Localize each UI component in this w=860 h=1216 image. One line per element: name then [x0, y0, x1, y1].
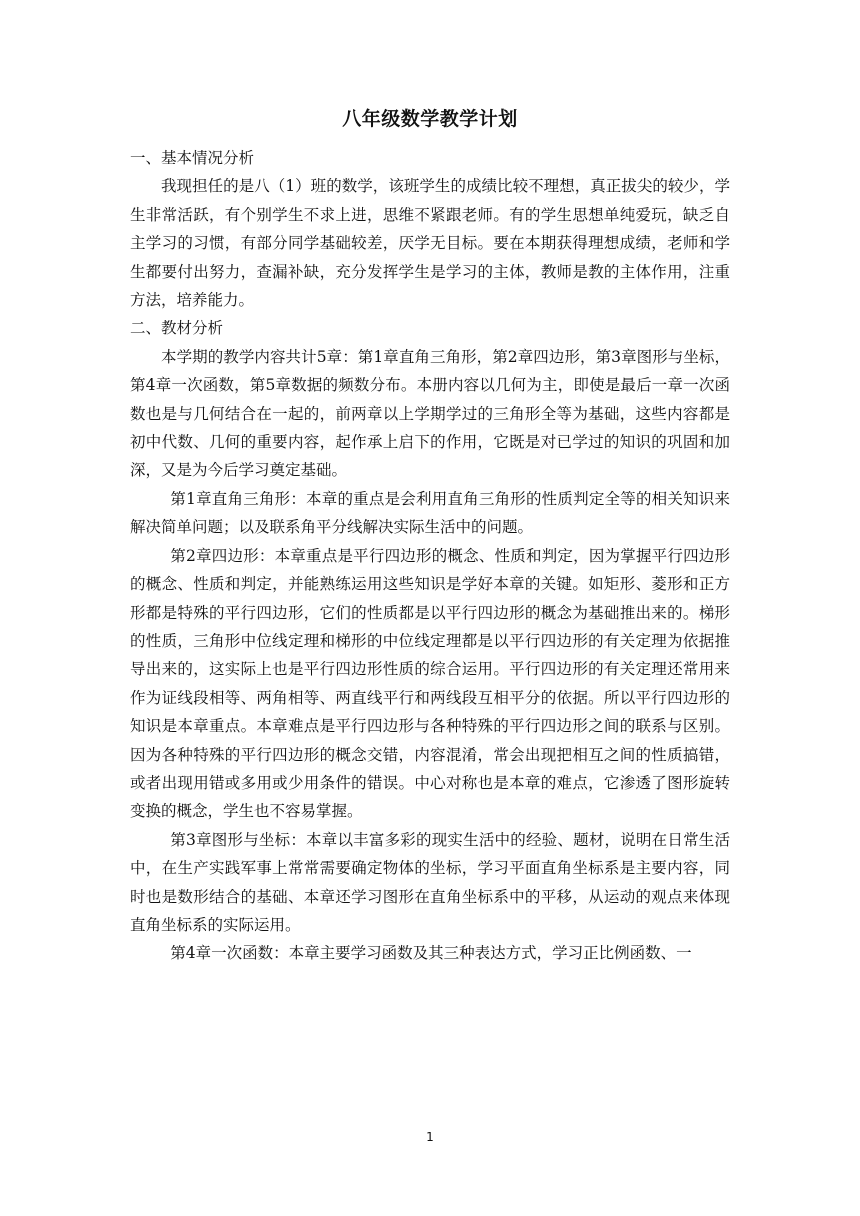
- paragraph-chapter-3: 第3章图形与坐标：本章以丰富多彩的现实生活中的经验、题材，说明在日常生活中，在生产实践军事上常常需要确定物体的坐标，学习平面直角坐标系是主要内容，同时也是数形结合的基础、本章还学习图形在直角坐标系中的平移，从运动的观点来体现直角坐标系的实际运用。: [130, 830, 730, 934]
- document-body: [130, 144, 730, 968]
- paragraph-chapter-4: 第4章一次函数：本章主要学习函数及其三种表达方式，学习正比例函数、一: [170, 944, 692, 963]
- document-title: 八年级数学教学计划: [342, 108, 518, 130]
- page-number: 1: [426, 1130, 434, 1144]
- section-heading-basic-situation: 一、基本情况分析: [130, 149, 255, 167]
- paragraph-textbook-overview: 本学期的教学内容共计5章：第1章直角三角形，第2章四边形，第3章图形与坐标，第4章一次函数，第5章数据的频数分布。本册内容以几何为主，即使是最后一章一次函数也是与几何结合在一起的，前两章以上学期学过的三角形全等为基础，这些内容都是初中代数、几何的重要内容，起作承上启下的作用，它既是对已学过的知识的巩固和加深，又是为今后学习奠定基础。: [130, 347, 730, 480]
- section-heading-textbook-analysis: 二、教材分析: [130, 319, 224, 338]
- paragraph-chapter-2: 第2章四边形：本章重点是平行四边形的概念、性质和判定，因为掌握平行四边形的概念、性质和判定，并能熟练运用这些知识是学好本章的关键。如矩形、菱形和正方形都是特殊的平行四边形，它们的性质都是以平行四边形的概念为基础推出来的。梯形的性质，三角形中位线定理和梯形的中位线定理都是以平行四边形的有关定理为依据推导出来的，这实际上也是平行四边形性质的综合运用。平行四边形的有关定理还常用来作为证线段相等、两角相等、两直线平行和两线段互相平分的依据。所以平行四边形的知识是本章重点。本章难点是平行四边形与各种特殊的平行四边形之间的联系与区别。因为各种特殊的平行四边形的概念交错，内容混淆，常会出现把相互之间的性质搞错，或者出现用错或多用或少用条件的错误。中心对称也是本章的难点，它渗透了图形旋转变换的概念，学生也不容易掌握。: [130, 546, 730, 821]
- paragraph-basic-situation: 我现担任的是八（1）班的数学，该班学生的成绩比较不理想，真正拔尖的较少，学生非常活跃，有个别学生不求上进，思维不紧跟老师。有的学生思想单纯爱玩，缺乏自主学习的习惯，有部分同学基础较差，厌学无目标。要在本期获得理想成绩，老师和学生都要付出努力，查漏补缺，充分发挥学生是学习的主体，教师是教的主体作用，注重方法，培养能力。: [130, 177, 730, 310]
- paragraph-chapter-1: 第1章直角三角形：本章的重点是会利用直角三角形的性质判定全等的相关知识来解决简单问题；以及联系角平分线解决实际生活中的问题。: [130, 489, 730, 537]
